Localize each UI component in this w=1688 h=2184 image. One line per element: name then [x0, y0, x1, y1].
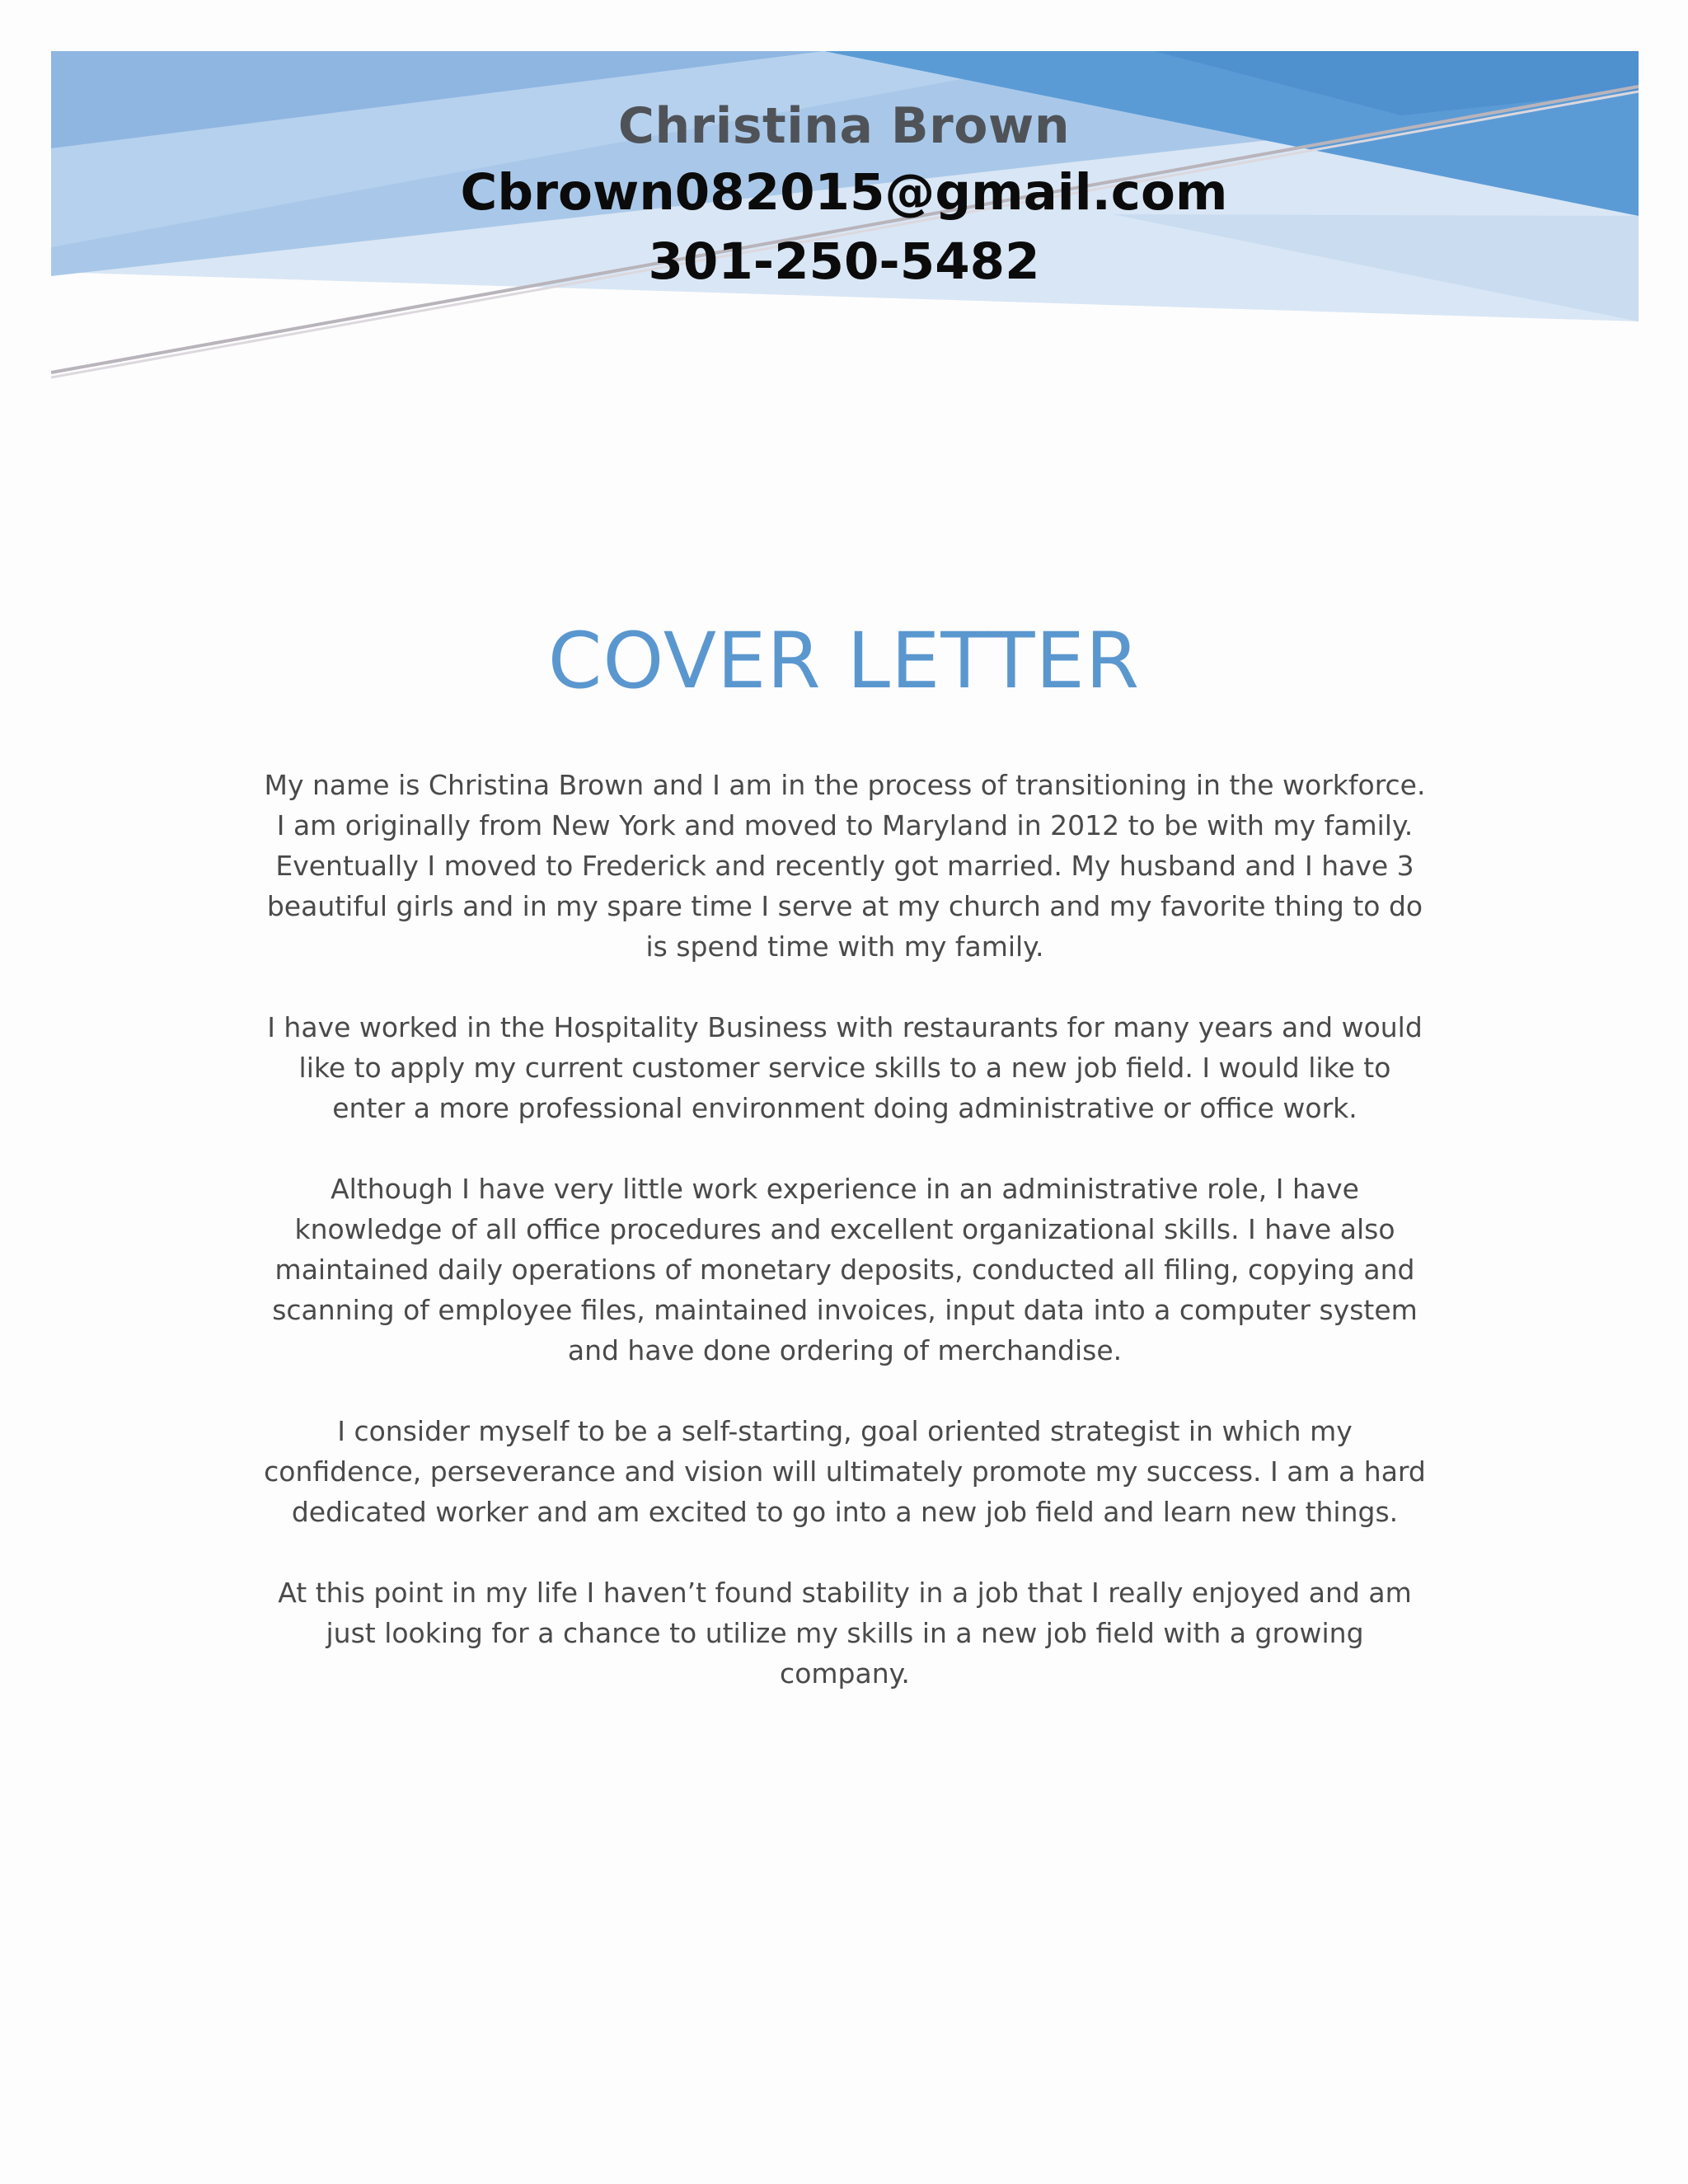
applicant-email: Cbrown082015@gmail.com — [460, 163, 1228, 222]
paragraph: I consider myself to be a self-starting, goal oriented strategist in which my confidence, perseverance and vision will ultimately promote my success. I am a hard dedicated worker and am excited to go into a new job field and learn new things. — [264, 1415, 1426, 1528]
applicant-phone: 301-250-5482 — [648, 232, 1040, 291]
paragraph: I have worked in the Hospitality Business with restaurants for many years and would like to apply my current customer service skills to a new job field. I would like to enter a more professional environment doing administrative or office work. — [267, 1011, 1423, 1124]
document-title: COVER LETTER — [547, 616, 1141, 706]
letter-body — [264, 765, 1426, 1734]
paragraph: At this point in my life I haven’t found stability in a job that I really enjoyed and am just looking for a chance to utilize my skills in a new job field with a growing company. — [278, 1577, 1412, 1690]
paragraph: Although I have very little work experience in an administrative role, I have knowledge of all office procedures and excellent organizational skills. I have also maintained daily operations of monetary deposits, conducted all filing, copying and scanning of employee files, maintained invoices, input data into a computer system and have done ordering of merchandise. — [272, 1173, 1418, 1366]
applicant-name: Christina Brown — [617, 97, 1071, 155]
paragraph: My name is Christina Brown and I am in the process of transitioning in the workforce. I am originally from New York and moved to Maryland in 2012 to be with my family. Eventually I moved to Frederick and recently got married. My husband and I have 3 beautiful girls and in my spare time I serve at my church and my favorite thing to do is spend time with my family. — [264, 769, 1426, 963]
